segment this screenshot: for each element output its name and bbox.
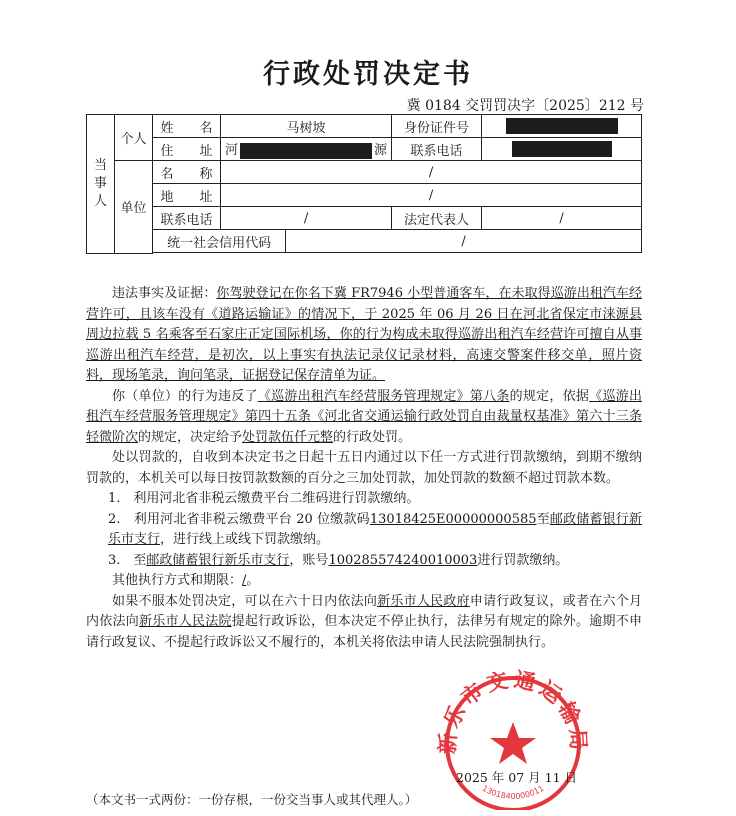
unit-phone-label: 联系电话 (153, 207, 221, 230)
legal-rep-label: 法定代表人 (392, 207, 482, 230)
unit-address-value: / (221, 184, 642, 207)
other-method: 其他执行方式和期限：/。 (112, 573, 260, 588)
party-label: 当事人 (87, 115, 115, 254)
id-label: 身份证件号 (392, 115, 482, 138)
unit-name-value: / (221, 161, 642, 184)
individual-label: 个人 (115, 115, 153, 161)
seal-text: 新乐市交通运输局 (435, 667, 591, 755)
account-number: 100285574240010003 (328, 552, 478, 568)
violation-paragraph: 你（单位）的行为违反了《巡游出租汽车经营服务管理规定》第八条的规定，依据《巡游出租汽车经营服务管理规定》第四十五条《河北省交通运输行政处罚自由裁量权基准》第六十三条轻微阶次的规定，决定给予处罚款伍仟元整的行政处罚。 (86, 388, 642, 445)
name-value: 马树坡 (221, 115, 392, 138)
svg-text:1301840000011 (481, 784, 546, 801)
payment-bank: 邮政储蓄银行新乐市支行 (108, 511, 642, 547)
phone-label: 联系电话 (392, 138, 482, 161)
document-title: 行政处罚决定书 (263, 59, 473, 90)
payment-intro: 处以罚款的，自收到本决定书之日起十五日内通过以下任一方式进行罚款缴纳，到期不缴纳罚款的，本机关可以每日按罚款数额的百分之三加处罚款，加处罚款的数额不超过罚款本数。 (86, 450, 642, 486)
official-seal (432, 664, 594, 810)
facts-text: 你驾驶登记在你名下冀 FR7946 小型普通客车，在未取得巡游出租汽车经营许可，且该车没有《道路运输证》的情况下，于 2025 年 06 月 26 日在河北省保定市涞源县周边拉载 5 名乘客至石家庄正定国际机场，你的行为构成未取得巡游出租汽车经营许可擅自从事巡游出租汽车经营，是初次，以上事实有执法记录仪记录材料，高速交警案件移交单，照片资料，现场笔录，询问笔录，证据登记保存清单为证。 (86, 286, 642, 383)
seal-star-icon (490, 722, 536, 764)
legal-rep-value: / (482, 207, 642, 230)
unit-label: 单位 (115, 161, 153, 254)
appeal-paragraph: 如果不服本处罚决定，可以在六十日内依法向新乐市人民政府申请行政复议，或者在六个月内依法向新乐市人民法院提起行政诉讼，但本决定不停止执行，法律另有规定的除外。逾期不申请行政复议、不提起行政诉讼又不履行的，本机关将依法申请人民法院强制执行。 (86, 593, 642, 650)
unit-name-label: 名 称 (153, 161, 221, 184)
id-value-redacted (482, 115, 642, 138)
unit-phone-value: / (221, 207, 392, 230)
payment-code: 13018425E00000000585 (369, 511, 537, 527)
legal-basis: 《巡游出租汽车经营服务管理规定》第四十五条《河北省交通运输行政处罚自由裁量权基准》第六十三条轻微阶次 (86, 388, 642, 445)
facts-paragraph: 违法事实及证据：你驾驶登记在你名下冀 FR7946 小型普通客车，在未取得巡游出租汽车经营许可，且该车没有《道路运输证》的情况下，于 2025 年 06 月 26 日在河北省保定市涞源县周边拉载 5 名乘客至石家庄正定国际机场，你的行为构成未取得巡游出租汽车经营许可擅自从事巡游出租汽车经营，是初次，以上事实有执法记录仪记录材料，高速交警案件移交单，照片资料，现场笔录，询问笔录，证据登记保存清单为证。 (86, 286, 642, 383)
document-number: 冀 0184 交罚罚决字〔2025〕212 号 (406, 98, 644, 114)
unit-address-label: 地 址 (153, 184, 221, 207)
court-name: 新乐市人民法院 (138, 614, 232, 629)
penalty-amount: 处罚款伍仟元整 (242, 429, 334, 445)
name-label: 姓 名 (153, 115, 221, 138)
payment-item-1: 1. 利用河北省非税云缴费平台二维码进行罚款缴纳。 (108, 491, 420, 506)
payment-item-2: 2. 利用河北省非税云缴费平台 20 位缴款码13018425E00000000585至邮政储蓄银行新乐市支行，进行线上或线下罚款缴纳。 (108, 511, 642, 547)
credit-code-value: / (286, 230, 642, 253)
footer-note: （本文书一式两份：一份存根，一份交当事人或其代理人。） (86, 792, 418, 807)
bank-name: 邮政储蓄银行新乐市支行 (146, 552, 290, 568)
decision-date: 2025 年 07 月 11 日 (456, 770, 577, 785)
seal-number: 1301840000011 (480, 783, 546, 801)
payment-item-3: 3. 至邮政储蓄银行新乐市支行，账号100285574240010003进行罚款缴纳。 (108, 552, 569, 568)
phone-value-redacted (482, 138, 642, 161)
credit-code-label: 统一社会信用代码 (153, 230, 286, 253)
review-authority: 新乐市人民政府 (377, 593, 470, 609)
party-info-table (86, 114, 642, 254)
decision-body (86, 284, 642, 653)
address-value-redacted: 河 源 (221, 138, 392, 161)
violated-law: 《巡游出租汽车经营服务管理规定》第八条 (257, 388, 510, 404)
address-label: 住 址 (153, 138, 221, 161)
